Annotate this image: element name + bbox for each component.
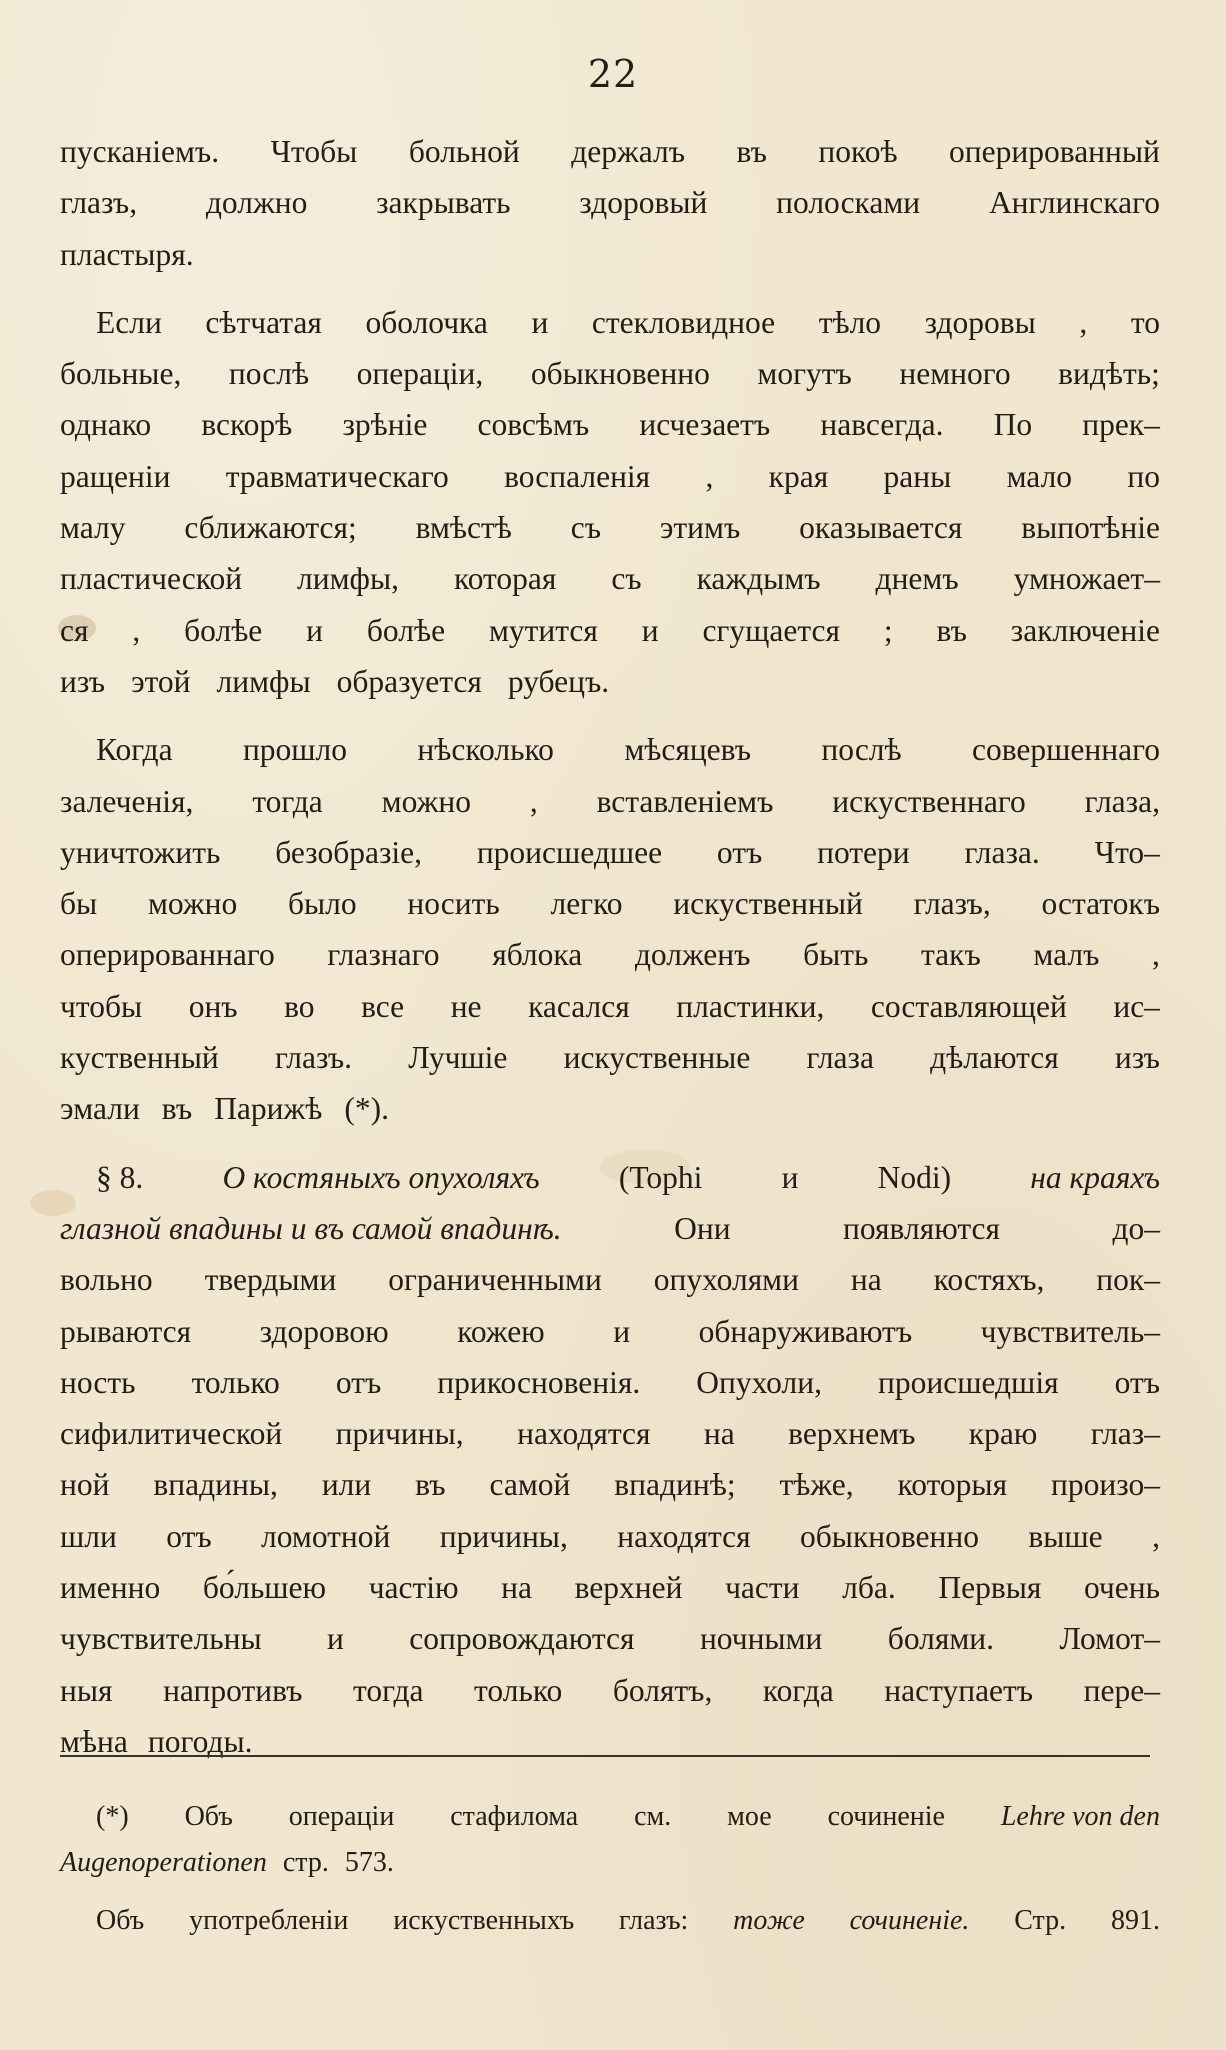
paragraph — [60, 126, 1160, 280]
text-line: мѣна погоды. — [60, 1723, 253, 1759]
footnote-line: Augenoperationen стр. 573. — [60, 1840, 1160, 1886]
text-line: однако вскорѣ зрѣніе совсѣмъ исчезаетъ навсегда. По прек– — [60, 407, 1160, 443]
text-line: Если сѣтчатая оболочка и стекловидное тѣло здоровы , то — [96, 304, 1160, 340]
paragraph — [60, 1152, 1160, 1768]
footnote — [60, 1794, 1160, 1886]
footnote-marker: (*) — [96, 1801, 129, 1832]
text-line: залеченія, тогда можно , вставленіемъ искуственнаго глаза, — [60, 783, 1160, 819]
footnotes — [60, 1794, 1160, 1944]
text-line: пусканіемъ. Чтобы больной держалъ въ покоѣ оперированный — [60, 134, 1160, 169]
section-title: глазной впадины и въ самой впадинѣ. — [60, 1210, 562, 1246]
text-line: глазъ, должно закрывать здоровый полосками Англинскаго — [60, 185, 1160, 221]
body-text — [60, 126, 1160, 1767]
section-title: О костяныхъ опухоляхъ — [222, 1159, 540, 1195]
text-line: шли отъ ломотной причины, находятся обыкновенно выше , — [60, 1518, 1160, 1554]
text-line: чувствительны и сопровождаются ночными болями. Ломот– — [60, 1621, 1160, 1657]
cited-work-title: Lehre von den — [1000, 1801, 1160, 1832]
text-line: Когда прошло нѣсколько мѣсяцевъ послѣ совершеннаго — [96, 732, 1160, 768]
text-line: оперированнаго глазнаго яблока долженъ быть такъ малъ , — [60, 937, 1160, 973]
text-line: пластыря. — [60, 236, 194, 272]
text-line: ныя напротивъ тогда только болятъ, когда наступаетъ пере– — [60, 1672, 1160, 1708]
text-line: сифилитической причины, находятся на верхнемъ краю глаз– — [60, 1416, 1160, 1452]
footnote — [60, 1898, 1160, 1944]
text-line: бы можно было носить легко искуственный глазъ, остатокъ — [60, 886, 1160, 922]
text-line: § 8. О костяныхъ опухоляхъ (Tophi и Nodi) на краяхъ — [60, 1152, 1160, 1203]
footnote-separator — [60, 1755, 1150, 1757]
text-line: ся , болѣе и болѣе мутится и сгущается ; въ заключеніе — [60, 612, 1160, 648]
text-line: чтобы онъ во все не касался пластинки, составляющей ис– — [60, 988, 1160, 1024]
text-line: малу сближаются; вмѣстѣ съ этимъ оказывается выпотѣніе — [60, 510, 1160, 546]
section-number: § 8. — [96, 1159, 144, 1195]
paragraph — [60, 297, 1160, 707]
paragraph — [60, 724, 1160, 1134]
text-line: уничтожить безобразіе, происшедшее отъ потери глаза. Что– — [60, 834, 1160, 870]
cited-work-title: Augenoperationen — [60, 1847, 267, 1878]
text-line: ной впадины, или въ самой впадинѣ; тѣже, которыя произо– — [60, 1467, 1160, 1503]
page-number: 22 — [587, 52, 639, 96]
text-line: больные, послѣ операціи, обыкновенно могутъ немного видѣть; — [60, 356, 1160, 392]
text-line: изъ этой лимфы образуется рубецъ. — [60, 663, 610, 699]
text-line: ращеніи травматическаго воспаленія , края раны мало по — [60, 458, 1160, 494]
text-line: ность только отъ прикосновенія. Опухоли, происшедшія отъ — [60, 1364, 1160, 1400]
text-line: рываются здоровою кожею и обнаруживаютъ чувствитель– — [60, 1313, 1160, 1349]
text-line: именно бо́льшею частію на верхней части лба. Первыя очень — [60, 1570, 1160, 1606]
text-line: куственный глазъ. Лучшіе искуственные глаза дѣлаются изъ — [60, 1040, 1160, 1076]
text-line: эмали въ Парижѣ (*). — [60, 1091, 390, 1127]
footnote-line: Объ употребленіи искуственныхъ глазъ: тоже сочиненіе. Стр. 891. — [96, 1905, 1160, 1936]
text-line: пластической лимфы, которая съ каждымъ днемъ умножает– — [60, 561, 1160, 597]
footnote-line: (*) Объ операціи стафилома см. мое сочиненіе Lehre von den — [60, 1794, 1160, 1840]
section-title: на краяхъ — [1030, 1159, 1160, 1195]
text-line: вольно твердыми ограниченными опухолями на костяхъ, пок– — [60, 1262, 1160, 1298]
text-line: глазной впадины и въ самой впадинѣ. Они появляются до– — [60, 1203, 1160, 1254]
